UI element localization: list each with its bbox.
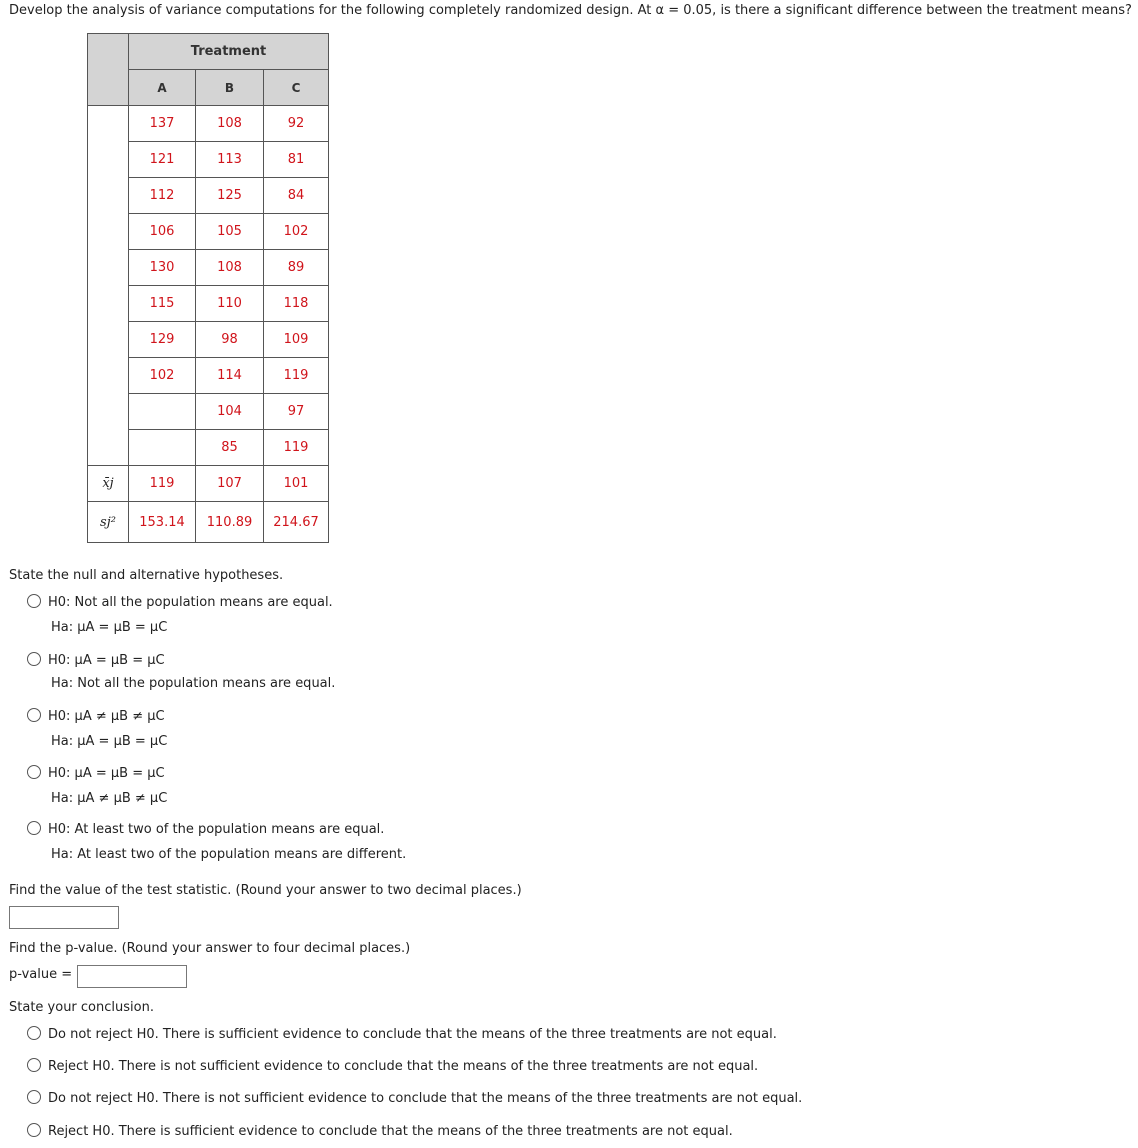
mean-label: x̄j [88, 466, 129, 502]
conclusion-text: Reject H0. There is sufficient evidence to conclude that the means of the three treatments are not equal. [48, 1124, 733, 1139]
conclusion-option-2[interactable] [27, 1058, 758, 1074]
table-cell: 108 [196, 250, 264, 286]
p-value-input[interactable] [77, 965, 187, 988]
table-cell: 89 [264, 250, 329, 286]
conclusion-text: Do not reject H0. There is sufficient evidence to conclude that the means of the three treatments are not equal. [48, 1027, 777, 1042]
table-cell: 81 [264, 142, 329, 178]
table-cell: 92 [264, 106, 329, 142]
table-cell [129, 430, 196, 466]
table-corner [88, 34, 129, 106]
mean-row [88, 466, 329, 502]
conclusion-option-3[interactable] [27, 1090, 802, 1106]
mean-value: 101 [264, 466, 329, 502]
question-text: Develop the analysis of variance computations for the following completely randomized design. At α = 0.05, is there a significant difference between the treatment means? [9, 3, 1132, 18]
radio-button[interactable] [27, 1090, 41, 1104]
h0-text: H0: μA ≠ μB ≠ μC [48, 709, 165, 724]
table-cell: 110 [196, 286, 264, 322]
mean-value: 107 [196, 466, 264, 502]
table-cell: 130 [129, 250, 196, 286]
conclusion-text: Reject H0. There is not sufficient evidence to conclude that the means of the three treatments are not equal. [48, 1059, 759, 1074]
hypothesis-option-2[interactable] [27, 652, 165, 668]
table-cell: 102 [264, 214, 329, 250]
table-cell: 104 [196, 394, 264, 430]
table-cell: 105 [196, 214, 264, 250]
h0-text: H0: Not all the population means are equal. [48, 595, 333, 610]
radio-button[interactable] [27, 821, 41, 835]
table-cell: 119 [264, 430, 329, 466]
treatment-header: Treatment [129, 34, 329, 70]
p-value-prompt: Find the p-value. (Round your answer to four decimal places.) [9, 941, 411, 956]
variance-label: sj² [88, 502, 129, 543]
h0-text: H0: μA = μB = μC [48, 766, 165, 781]
table-cell [129, 394, 196, 430]
conclusion-option-1[interactable] [27, 1026, 777, 1042]
hypothesis-option-1[interactable] [27, 594, 333, 610]
hypothesis-option-4[interactable] [27, 765, 165, 781]
table-cell: 98 [196, 322, 264, 358]
p-value-label: p-value = [9, 967, 73, 982]
ha-text: Ha: At least two of the population means are different. [51, 847, 407, 862]
mean-value: 119 [129, 466, 196, 502]
table-cell: 84 [264, 178, 329, 214]
column-header-c: C [264, 70, 329, 106]
variance-row [88, 502, 329, 543]
table-cell: 129 [129, 322, 196, 358]
row-stub [88, 106, 129, 466]
ha-text: Ha: Not all the population means are equal. [51, 676, 336, 691]
variance-value: 214.67 [264, 502, 329, 543]
radio-button[interactable] [27, 594, 41, 608]
h0-text: H0: μA = μB = μC [48, 653, 165, 668]
hypotheses-prompt: State the null and alternative hypotheses. [9, 568, 284, 583]
radio-button[interactable] [27, 708, 41, 722]
table-cell: 108 [196, 106, 264, 142]
ha-text: Ha: μA = μB = μC [51, 734, 168, 749]
table-cell: 97 [264, 394, 329, 430]
radio-button[interactable] [27, 652, 41, 666]
hypothesis-option-3[interactable] [27, 708, 165, 724]
table-cell: 109 [264, 322, 329, 358]
test-statistic-prompt: Find the value of the test statistic. (Round your answer to two decimal places.) [9, 883, 522, 898]
radio-button[interactable] [27, 765, 41, 779]
radio-button[interactable] [27, 1026, 41, 1040]
table-cell: 137 [129, 106, 196, 142]
table-cell: 115 [129, 286, 196, 322]
variance-value: 110.89 [196, 502, 264, 543]
table-cell: 102 [129, 358, 196, 394]
table-cell: 121 [129, 142, 196, 178]
table-cell: 85 [196, 430, 264, 466]
data-table [87, 33, 329, 543]
table-cell: 118 [264, 286, 329, 322]
table-cell: 125 [196, 178, 264, 214]
hypothesis-option-5[interactable] [27, 821, 384, 837]
column-header-b: B [196, 70, 264, 106]
radio-button[interactable] [27, 1058, 41, 1072]
conclusion-text: Do not reject H0. There is not sufficient evidence to conclude that the means of the three treatments are not equal. [48, 1091, 803, 1106]
ha-text: Ha: μA = μB = μC [51, 620, 168, 635]
ha-text: Ha: μA ≠ μB ≠ μC [51, 791, 168, 806]
table-row [88, 106, 329, 142]
conclusion-option-4[interactable] [27, 1123, 733, 1139]
table-cell: 106 [129, 214, 196, 250]
table-cell: 119 [264, 358, 329, 394]
test-statistic-input[interactable] [9, 906, 119, 929]
radio-button[interactable] [27, 1123, 41, 1137]
conclusion-prompt: State your conclusion. [9, 1000, 154, 1015]
variance-value: 153.14 [129, 502, 196, 543]
table-cell: 112 [129, 178, 196, 214]
table-cell: 114 [196, 358, 264, 394]
column-header-a: A [129, 70, 196, 106]
h0-text: H0: At least two of the population means are equal. [48, 822, 385, 837]
table-cell: 113 [196, 142, 264, 178]
